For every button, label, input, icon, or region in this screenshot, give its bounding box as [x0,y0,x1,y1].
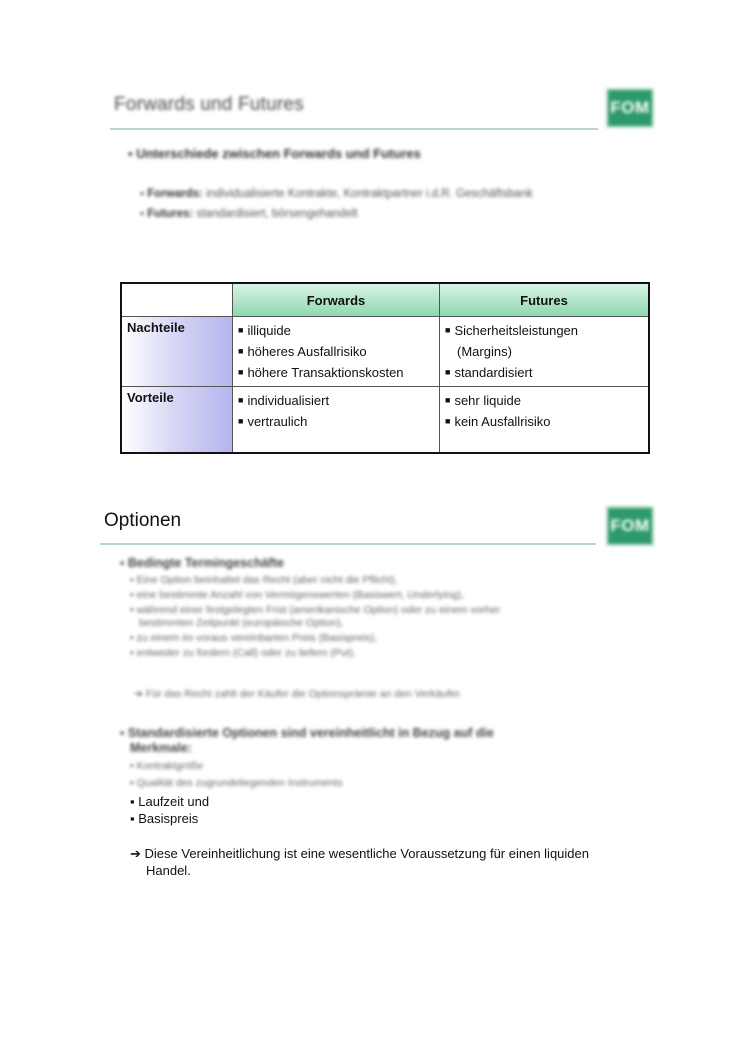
section2-conclusion: ➔ Diese Vereinheitlichung ist eine wesentliche Voraussetzung für einen liquiden Handel. [130,846,589,878]
table-header-futures: Futures [440,283,650,317]
section2-blurred-list [130,760,343,790]
list-item: ▪ Kontraktgröße [130,760,204,772]
section2-clear-list [130,793,209,827]
section1-list [130,574,650,660]
table-row [121,387,649,454]
slide1-title-rule [110,128,598,130]
slide2-title-rule [100,543,596,545]
table-corner-cell [121,283,233,317]
list-item: ▪ Laufzeit und [130,794,210,809]
arrow-right-icon: ➔ [134,688,143,700]
row-label-nachteile: Nachteile [121,317,233,387]
list-item: ▪ Basispreis [130,811,199,826]
nachteile-futures-cell: ■ Sicherheitsleistungen (Margins) ■ standardisiert [440,317,650,387]
table-header-row [121,283,649,317]
section2-heading: ▪ Standardisierte Optionen sind vereinheitlicht in Bezug auf die Merkmale: [120,726,494,755]
list-item: ▪ entweder zu fordern (Call) oder zu liefern (Put). [130,647,357,659]
fom-logo: FOM [606,506,654,546]
table-header-forwards: Forwards [233,283,440,317]
list-item: ▪ während einer festgelegten Frist (amerikanische Option) oder zu einem vorher [130,604,501,616]
section1-conclusion: ➔ Für das Recht zahlt der Käufer die Optionsprämie an den Verkäufer. [134,688,463,700]
list-item: ▪ eine bestimmte Anzahl von Vermögenswerten (Basiswert, Underlying), [130,589,465,601]
list-item: ▪ Qualität des zugrundeliegenden Instruments [130,777,343,789]
row-label-vorteile: Vorteile [121,387,233,454]
arrow-right-icon: ➔ [130,846,141,861]
nachteile-forwards-cell: ■ illiquide ■ höheres Ausfallrisiko ■ höhere Transaktionskosten [233,317,440,387]
vorteile-futures-cell: ■ sehr liquide ■ kein Ausfallrisiko [440,387,650,454]
comparison-table [120,282,650,454]
fom-logo: FOM [606,88,654,128]
list-item: ▪ zu einem im voraus vereinbarten Preis (Basispreis), [130,632,378,644]
list-item: ▪ Eine Option beinhaltet das Recht (aber nicht die Pflicht), [130,574,398,586]
slide1-bullet-heading: ▪ Unterschiede zwischen Forwards und Futures [128,146,421,161]
slide1-title: Forwards und Futures [114,94,304,115]
vorteile-forwards-cell: ■ individualisiert ■ vertraulich [233,387,440,454]
table-row [121,317,649,387]
slide1-bullet-futures: ▪ Futures: standardisiert, börsengehandelt [140,208,358,220]
slide1-bullet-forwards: ▪ Forwards: individualisierte Kontrakte, Kontraktpartner i.d.R. Geschäftsbank [140,188,533,200]
list-item: bestimmten Zeitpunkt (europäische Option), [139,617,344,629]
section1-heading: ▪ Bedingte Termingeschäfte [120,556,284,570]
slide2-title: Optionen [104,510,182,531]
